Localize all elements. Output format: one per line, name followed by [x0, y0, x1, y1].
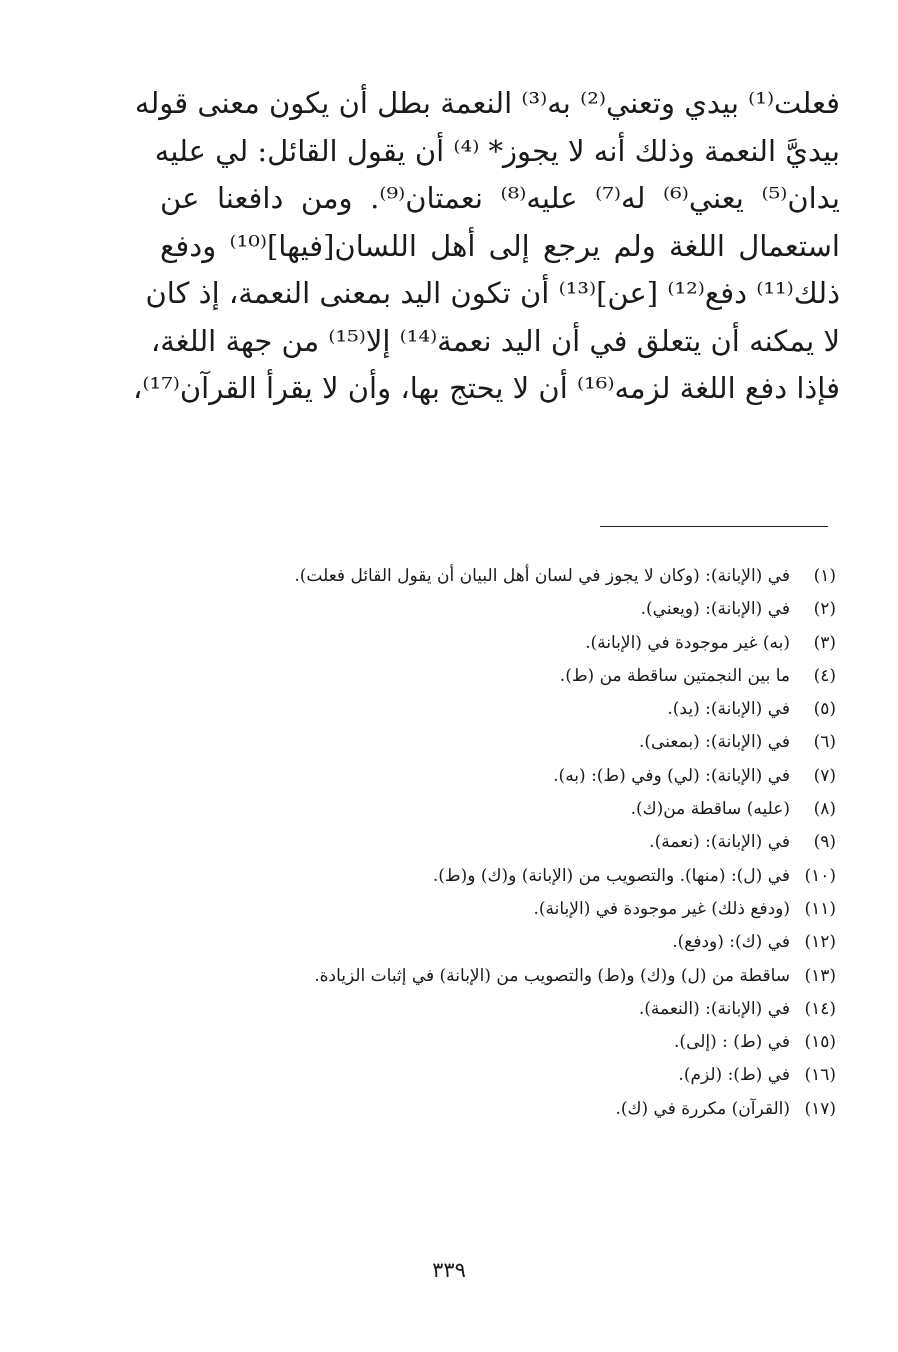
footnote-item	[160, 926, 836, 959]
footnote-number: (٨)	[813, 799, 836, 820]
footnote-divider	[600, 526, 828, 527]
footnote-text: (القرآن) مكررة في (ك).	[615, 1098, 790, 1119]
footnote-item	[160, 793, 836, 826]
footnote-text: في (ك): (ودفع).	[672, 932, 790, 953]
footnote-item	[160, 560, 836, 593]
footnote-number: (١)	[813, 566, 836, 586]
footnote-text: في (ل): (منها). والتصويب من (الإبانة) و(ك) و(ط).	[432, 865, 790, 886]
body-line: فعلت⁽¹⁾ بيدي وتعني⁽²⁾ به⁽³⁾ النعمة بطل أن يكون معنى قوله	[134, 86, 840, 120]
footnote-number: (٥)	[813, 699, 836, 720]
footnote-item	[160, 1059, 836, 1092]
footnote-number: (١٤)	[804, 998, 836, 1019]
footnote-number: (٩)	[813, 832, 836, 853]
footnote-item	[160, 960, 836, 993]
footnote-number: (١٠)	[804, 865, 836, 886]
footnote-text: في (الإبانة): (نعمة).	[649, 832, 790, 853]
footnote-number: (١٧)	[804, 1098, 836, 1119]
page-number: ٣٣٩	[432, 1258, 466, 1282]
body-line: لا يمكنه أن يتعلق في أن اليد نعمة⁽¹⁴⁾ إلا⁽¹⁵⁾ من جهة اللغة،	[150, 323, 840, 358]
footnote-item	[160, 1026, 836, 1059]
body-line: فإذا دفع اللغة لزمه⁽¹⁶⁾ أن لا يحتج بها، وأن لا يقرأ القرآن⁽¹⁷⁾،	[132, 371, 840, 405]
footnote-item	[160, 993, 836, 1026]
footnote-text: في (الإبانة): (وكان لا يجوز في لسان أهل البيان أن يقول القائل فعلت).	[294, 566, 790, 586]
footnote-item	[160, 860, 836, 893]
body-line: يدان⁽⁵⁾ يعني⁽⁶⁾ له⁽⁷⁾ عليه⁽⁸⁾ نعمتان⁽⁹⁾. ومن دافعنا عن	[160, 181, 840, 215]
footnotes-list	[160, 560, 836, 1126]
footnote-item	[160, 893, 836, 926]
footnote-number: (٦)	[813, 732, 836, 753]
footnote-item	[160, 826, 836, 859]
footnote-text: في (الإبانة): (لي) وفي (ط): (به).	[553, 765, 790, 786]
footnote-item	[160, 760, 836, 793]
footnote-number: (٣)	[813, 632, 836, 653]
body-line: استعمال اللغة ولم يرجع إلى أهل اللسان[فيها]⁽¹⁰⁾ ودفع	[160, 228, 840, 263]
footnote-text: (به) غير موجودة في (الإبانة).	[585, 632, 790, 653]
footnote-text: في (ط) : (إلى).	[674, 1032, 790, 1053]
footnote-item	[160, 627, 836, 660]
footnote-number: (٤)	[813, 665, 836, 686]
footnote-text: (عليه) ساقطة من(ك).	[630, 799, 790, 820]
footnote-text: في (ط): (لزم).	[678, 1065, 790, 1086]
footnote-text: في (الإبانة): (ويعني).	[640, 599, 790, 620]
footnote-text: (ودفع ذلك) غير موجودة في (الإبانة).	[533, 898, 790, 919]
footnote-number: (٧)	[813, 765, 836, 786]
footnote-text: في (الإبانة): (بمعنى).	[639, 732, 790, 753]
footnote-text: ساقطة من (ل) و(ك) و(ط) والتصويب من (الإبانة) في إثبات الزيادة.	[314, 965, 790, 986]
body-line: ذلك⁽¹¹⁾ دفع⁽¹²⁾ [عن]⁽¹³⁾ أن تكون اليد بمعنى النعمة، إذ كان	[145, 276, 840, 310]
footnote-item	[160, 726, 836, 759]
footnote-number: (١٢)	[804, 932, 836, 953]
footnote-text: في (الإبانة): (يد).	[667, 699, 790, 720]
footnote-text: ما بين النجمتين ساقطة من (ط).	[559, 665, 790, 686]
footnote-text: في (الإبانة): (النعمة).	[638, 998, 790, 1019]
footnote-number: (٢)	[813, 599, 836, 620]
footnote-number: (١٥)	[804, 1032, 836, 1053]
footnote-item	[160, 1093, 836, 1126]
main-body-text	[132, 80, 840, 413]
body-line: بيديَّ النعمة وذلك أنه لا يجوز* ⁽⁴⁾ أن يقول القائل: لي عليه	[154, 133, 840, 168]
footnote-item	[160, 693, 836, 726]
footnote-number: (١٣)	[804, 965, 836, 986]
footnote-number: (١٦)	[804, 1065, 836, 1086]
footnote-number: (١١)	[804, 898, 836, 919]
footnote-item	[160, 593, 836, 626]
footnote-item	[160, 660, 836, 693]
